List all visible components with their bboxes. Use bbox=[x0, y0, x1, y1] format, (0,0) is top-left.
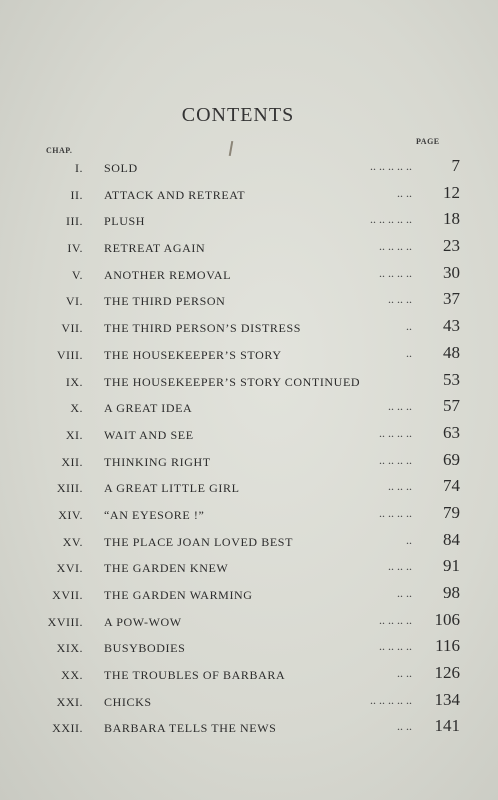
contents-row bbox=[0, 156, 498, 183]
leader-dots: .. .. .. .. .. bbox=[370, 212, 412, 227]
chapter-title: A GREAT LITTLE GIRL bbox=[104, 481, 240, 496]
page-number: 37 bbox=[443, 289, 460, 309]
contents-row bbox=[0, 716, 498, 743]
page-number: 12 bbox=[443, 182, 460, 202]
page-number: 69 bbox=[443, 449, 460, 469]
contents-row bbox=[0, 503, 498, 530]
page-title: CONTENTS bbox=[181, 104, 295, 126]
chapter-number: XXI. bbox=[56, 694, 83, 709]
contents-row bbox=[0, 236, 498, 263]
page-number: 43 bbox=[443, 316, 460, 336]
leader-dots: .. .. bbox=[397, 719, 412, 734]
page-number: 18 bbox=[443, 209, 460, 229]
page-number: 63 bbox=[443, 422, 460, 442]
page-number: 84 bbox=[443, 529, 460, 549]
leader-dots: .. .. .. .. bbox=[379, 452, 412, 467]
chapter-title: SOLD bbox=[104, 161, 138, 175]
contents-row bbox=[0, 370, 498, 397]
leader-dots: .. .. .. .. .. bbox=[370, 159, 412, 173]
chapter-title: A POW-WOW bbox=[104, 614, 182, 629]
page-number: 7 bbox=[451, 156, 460, 175]
chapter-number: XIX. bbox=[56, 641, 83, 656]
page-number: 98 bbox=[443, 583, 460, 602]
leader-dots: .. .. .. .. bbox=[379, 265, 412, 280]
leader-dots: .. bbox=[406, 345, 412, 360]
chapter-number: VIII. bbox=[56, 347, 83, 362]
contents-row bbox=[0, 183, 498, 210]
chapter-title: THE PLACE JOAN LOVED BEST bbox=[104, 534, 293, 549]
page-number: 134 bbox=[434, 689, 460, 709]
contents-row bbox=[0, 690, 498, 717]
chapter-number: I. bbox=[75, 161, 83, 175]
leader-dots: .. .. .. .. bbox=[379, 639, 412, 654]
chapter-number: XXII. bbox=[52, 721, 83, 736]
chapter-number: IX. bbox=[65, 374, 83, 389]
contents-row bbox=[0, 289, 498, 316]
page-number: 74 bbox=[443, 476, 460, 496]
page-number: 116 bbox=[435, 636, 460, 656]
chapter-title: ANOTHER REMOVAL bbox=[104, 267, 232, 282]
chapter-number: XII. bbox=[61, 454, 83, 469]
chapter-number: XI. bbox=[65, 427, 83, 442]
leader-dots: .. .. .. bbox=[388, 399, 412, 414]
contents-row bbox=[0, 663, 498, 690]
leader-dots: .. .. .. bbox=[388, 559, 412, 574]
page-number: 23 bbox=[443, 236, 460, 256]
page-number: 141 bbox=[434, 716, 460, 736]
contents-row bbox=[0, 423, 498, 450]
chapter-number: VII. bbox=[61, 321, 83, 336]
leader-dots: .. .. .. bbox=[388, 292, 412, 307]
page-number: 48 bbox=[443, 342, 460, 362]
chapter-number: XV. bbox=[62, 534, 83, 549]
leader-dots: .. .. .. .. bbox=[379, 505, 412, 520]
contents-row bbox=[0, 610, 498, 637]
contents-list bbox=[0, 156, 498, 743]
chapter-number: X. bbox=[70, 401, 83, 416]
chapter-number: XX. bbox=[61, 668, 83, 683]
chapter-title: THE HOUSEKEEPER’S STORY CONTINUED bbox=[104, 374, 361, 389]
chapter-title: RETREAT AGAIN bbox=[104, 241, 206, 256]
chapter-title: BARBARA TELLS THE NEWS bbox=[104, 721, 277, 736]
chapter-title: THE THIRD PERSON’S DISTRESS bbox=[104, 321, 302, 336]
chapter-title: THINKING RIGHT bbox=[104, 454, 211, 469]
contents-row bbox=[0, 450, 498, 477]
page-column-header: PAGE bbox=[416, 137, 440, 146]
chapter-title: THE TROUBLES OF BARBARA bbox=[104, 668, 286, 683]
chapter-number: III. bbox=[66, 214, 83, 229]
leader-dots: .. .. .. .. bbox=[379, 612, 412, 627]
chapter-title: “AN EYESORE !” bbox=[104, 507, 205, 522]
contents-row bbox=[0, 556, 498, 583]
chapter-number: XVI. bbox=[56, 561, 83, 576]
leader-dots: .. .. .. bbox=[388, 479, 412, 494]
page-number: 53 bbox=[443, 369, 460, 389]
chapter-number: II. bbox=[70, 187, 83, 202]
chapter-title: THE HOUSEKEEPER’S STORY bbox=[104, 347, 282, 362]
chapter-title: PLUSH bbox=[104, 214, 146, 229]
contents-row bbox=[0, 583, 498, 610]
chapter-number: V. bbox=[71, 267, 83, 282]
page-number: 106 bbox=[434, 609, 460, 629]
chapter-title: BUSYBODIES bbox=[104, 641, 186, 656]
contents-row bbox=[0, 343, 498, 370]
leader-dots: .. .. .. .. bbox=[379, 239, 412, 254]
chapter-number: VI. bbox=[65, 294, 83, 309]
chapter-title: THE GARDEN WARMING bbox=[104, 588, 253, 602]
chapter-title: ATTACK AND RETREAT bbox=[104, 187, 246, 202]
leader-dots: .. .. bbox=[397, 185, 412, 200]
page-number: 91 bbox=[443, 556, 460, 576]
chapter-number: XIII. bbox=[56, 481, 83, 496]
chapter-title: CHICKS bbox=[104, 694, 152, 709]
chapter-number: XIV. bbox=[58, 507, 83, 522]
contents-row bbox=[0, 209, 498, 236]
chapter-title: WAIT AND SEE bbox=[104, 427, 194, 442]
contents-row bbox=[0, 476, 498, 503]
pencil-mark bbox=[229, 141, 234, 156]
page-number: 126 bbox=[434, 663, 460, 683]
chapter-number: XVIII. bbox=[47, 614, 83, 629]
contents-row bbox=[0, 530, 498, 557]
leader-dots: .. .. bbox=[397, 666, 412, 681]
page-number: 57 bbox=[443, 396, 460, 416]
page-number: 79 bbox=[443, 502, 460, 522]
leader-dots: .. bbox=[406, 532, 412, 547]
contents-row bbox=[0, 263, 498, 290]
leader-dots: .. .. bbox=[397, 586, 412, 600]
chapter-title: THE THIRD PERSON bbox=[104, 294, 226, 309]
leader-dots: .. .. .. .. bbox=[379, 425, 412, 440]
chapter-title: A GREAT IDEA bbox=[104, 401, 193, 416]
chapter-title: THE GARDEN KNEW bbox=[104, 561, 229, 576]
chapter-number: IV. bbox=[67, 241, 83, 256]
leader-dots: .. .. .. .. .. bbox=[370, 692, 412, 707]
contents-row bbox=[0, 636, 498, 663]
leader-dots: .. bbox=[406, 319, 412, 334]
page-number: 30 bbox=[443, 262, 460, 282]
contents-row bbox=[0, 316, 498, 343]
contents-row bbox=[0, 396, 498, 423]
chapter-number: XVII. bbox=[52, 588, 83, 602]
chapter-column-header: CHAP. bbox=[46, 146, 73, 155]
